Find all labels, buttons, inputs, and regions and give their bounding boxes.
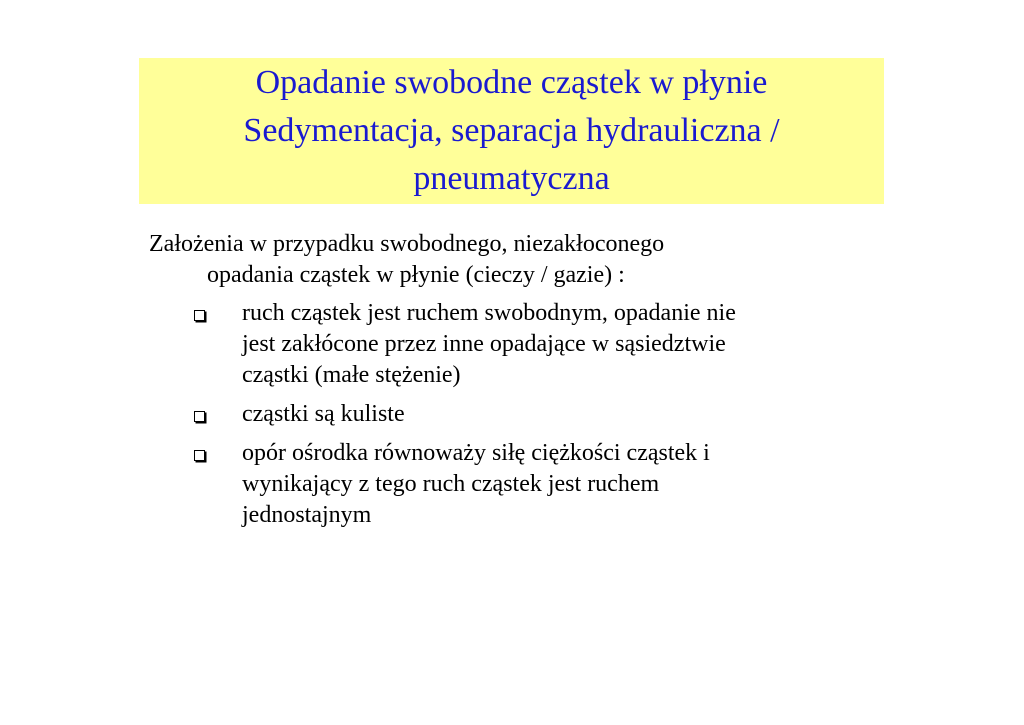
assumptions-list bbox=[190, 298, 870, 539]
intro-line-1: Założenia w przypadku swobodnego, niezakłoconego bbox=[149, 231, 665, 257]
slide-title-box bbox=[139, 58, 884, 204]
square-bullet-icon bbox=[194, 411, 205, 422]
list-item-line: cząstki są kuliste bbox=[242, 401, 405, 427]
list-item-line: cząstki (małe stężenie) bbox=[242, 362, 461, 388]
list-item-line: opór ośrodka równoważy siłę ciężkości cząstek i bbox=[242, 440, 710, 466]
slide-title-line-1: Opadanie swobodne cząstek w płynie bbox=[255, 64, 768, 101]
list-item bbox=[190, 399, 870, 430]
list-item-line: ruch cząstek jest ruchem swobodnym, opadanie nie bbox=[242, 300, 736, 326]
list-item bbox=[190, 298, 870, 391]
square-bullet-icon bbox=[194, 450, 205, 461]
square-bullet-icon bbox=[194, 310, 205, 321]
list-item bbox=[190, 438, 870, 531]
slide-title-line-2: Sedymentacja, separacja hydrauliczna / bbox=[243, 112, 780, 149]
intro-line-2: opadania cząstek w płynie (cieczy / gazie) : bbox=[207, 262, 625, 288]
list-item-line: wynikający z tego ruch cząstek jest ruchem bbox=[242, 471, 660, 497]
slide-title-line-3: pneumatyczna bbox=[413, 160, 610, 197]
list-item-line: jednostajnym bbox=[242, 502, 372, 528]
list-item-line: jest zakłócone przez inne opadające w sąsiedztwie bbox=[242, 331, 726, 357]
intro-paragraph bbox=[149, 229, 869, 291]
